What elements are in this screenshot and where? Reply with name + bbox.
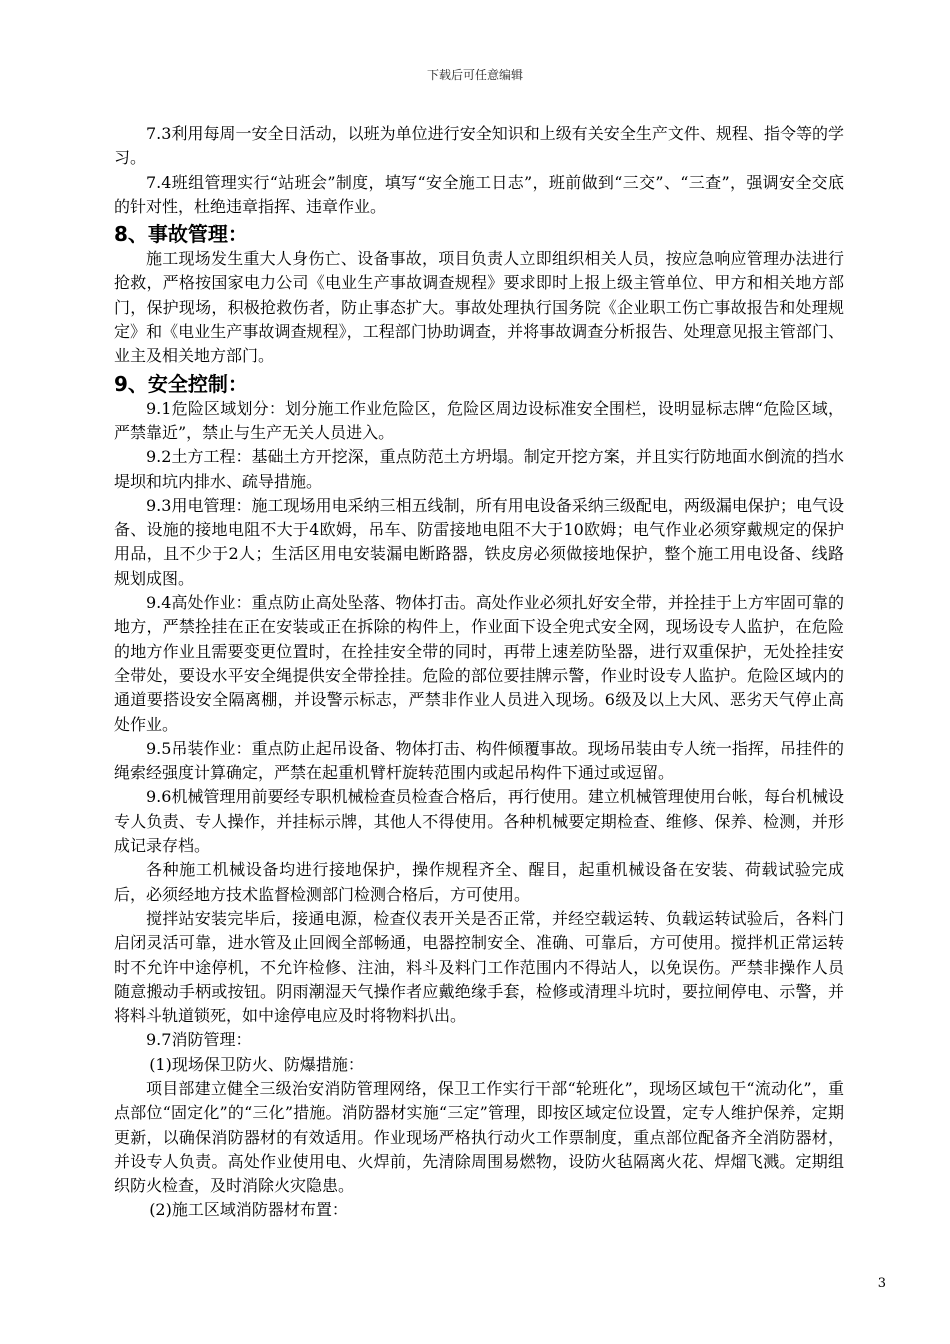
paragraph-9-3: 9.3用电管理：施工现场用电采纳三相五线制，所有用电设备采纳三级配电，两级漏电保护；电气设备、设施的接地电阻不大于4欧姆，吊车、防雷接地电阻不大于10欧姆；电气作业必须穿戴规定的保护用品，且不少于2人；生活区用电安装漏电断路器，铁皮房必须做接地保护，整个施工用电设备、线路规划成图。 bbox=[114, 495, 844, 588]
page-number: 3 bbox=[877, 1276, 886, 1291]
paragraph-7-4: 7.4班组管理实行“站班会”制度，填写“安全施工日志”，班前做到“三交”、“三查”，强调安全交底的针对性，杜绝违章指挥、违章作业。 bbox=[114, 172, 844, 216]
paragraph-9-7: 9.7消防管理： bbox=[146, 1030, 252, 1050]
paragraph-8: 施工现场发生重大人身伤亡、设备事故，项目负责人立即组织相关人员，按应急响应管理办法进行抢救，严格按国家电力公司《电业生产事故调查规程》要求即时上报上级主管单位、甲方和相关地方部门，保护现场，积极抢救伤者，防止事态扩大。事故处理执行国务院《企业职工伤亡事故报告和处理规定》和《电业生产事故调查规程》，工程部门协助调查，并将事故调查分析报告、处理意见报主管部门、业主及相关地方部门。 bbox=[114, 249, 844, 366]
paragraph-9-7-2: (2)施工区域消防器材布置： bbox=[149, 1200, 348, 1220]
paragraph-9-6-b: 各种施工机械设备均进行接地保护，操作规程齐全、醒目，起重机械设备在安装、荷载试验完成后，必须经地方技术监督检测部门检测合格后，方可使用。 bbox=[114, 860, 844, 904]
page-header: 下载后可任意编辑 bbox=[426, 68, 523, 82]
paragraph-9-5: 9.5吊装作业：重点防止起吊设备、物体打击、构件倾覆事故。现场吊装由专人统一指挥，吊挂件的绳索经强度计算确定，严禁在起重机臂杆旋转范围内或起吊构件下通过或逗留。 bbox=[114, 738, 844, 783]
paragraph-9-7-1-a: 项目部建立健全三级治安消防管理网络，保卫工作实行干部“轮班化”，现场区域包干“流动化”，重点部位“固定化”的“三化”措施。消防器材实施“三定”管理，即按区域定位设置，定专人维护保养，定期更新，以确保消防器材的有效适用。作业现场严格执行动火工作票制度，重点部位配备齐全消防器材，并设专人负责。高处作业使用电、火焊前，先清除周围易燃物，设防火毡隔离火花、焊熘飞溅。定期组织防火检查，及时消除火灾隐患。 bbox=[114, 1078, 844, 1196]
paragraph-9-4: 9.4高处作业：重点防止高处坠落、物体打击。高处作业必须扎好安全带，并拴挂于上方牢固可靠的地方，严禁拴挂在正在安装或正在拆除的构件上，作业面下设全兜式安全网，现场设专人监护，在危险的地方作业且需要变更位置时，在拴挂安全带的同时，再带上速差防坠器，进行双重保护，无处拴挂安全带处，要设水平安全绳提供安全带拴挂。危险的部位要挂牌示警，作业时设专人监护。危险区域内的通道要搭设安全隔离棚，并设警示标志，严禁非作业人员进入现场。6级及以上大风、恶劣天气停止高处作业。 bbox=[114, 593, 844, 734]
paragraph-9-2: 9.2土方工程：基础土方开挖深，重点防范土方坍塌。制定开挖方案，并且实行防地面水倒流的挡水堤坝和坑内排水、疏导措施。 bbox=[114, 447, 844, 491]
paragraph-9-6: 9.6机械管理用前要经专职机械检查员检查合格后，再行使用。建立机械管理使用台帐，每台机械设专人负责、专人操作，并挂标示牌，其他人不得使用。各种机械要定期检查、维修、保养、检测，并形成记录存档。 bbox=[114, 787, 844, 856]
document-body bbox=[114, 122, 844, 1223]
section-heading-8: 8、事故管理： bbox=[114, 222, 248, 247]
paragraph-9-7-1: (1)现场保卫防火、防爆措施： bbox=[149, 1054, 364, 1074]
section-heading-9: 9、安全控制： bbox=[114, 371, 248, 396]
paragraph-9-6-c: 搅拌站安装完毕后，接通电源，检查仪表开关是否正常，并经空载运转、负载运转试验后，各料门启闭灵活可靠，进水管及止回阀全部畅通，电器控制安全、准确、可靠后，方可使用。搅拌机正常运转时不允许中途停机，不允许检修、注油，料斗及料门工作范围内不得站人，以免误伤。严禁非操作人员随意搬动手柄或按钮。阴雨潮湿天气操作者应戴绝缘手套，检修或清理斗坑时，要拉闸停电、示警，并将料斗轨道锁死，如中途停电应及时将物料扒出。 bbox=[114, 908, 844, 1026]
paragraph-7-3: 7.3利用每周一安全日活动，以班为单位进行安全知识和上级有关安全生产文件、规程、指令等的学习。 bbox=[114, 124, 844, 168]
paragraph-9-1: 9.1危险区域划分：划分施工作业危险区，危险区周边设标准安全围栏，设明显标志牌“危险区域，严禁靠近”，禁止与生产无关人员进入。 bbox=[114, 398, 844, 442]
